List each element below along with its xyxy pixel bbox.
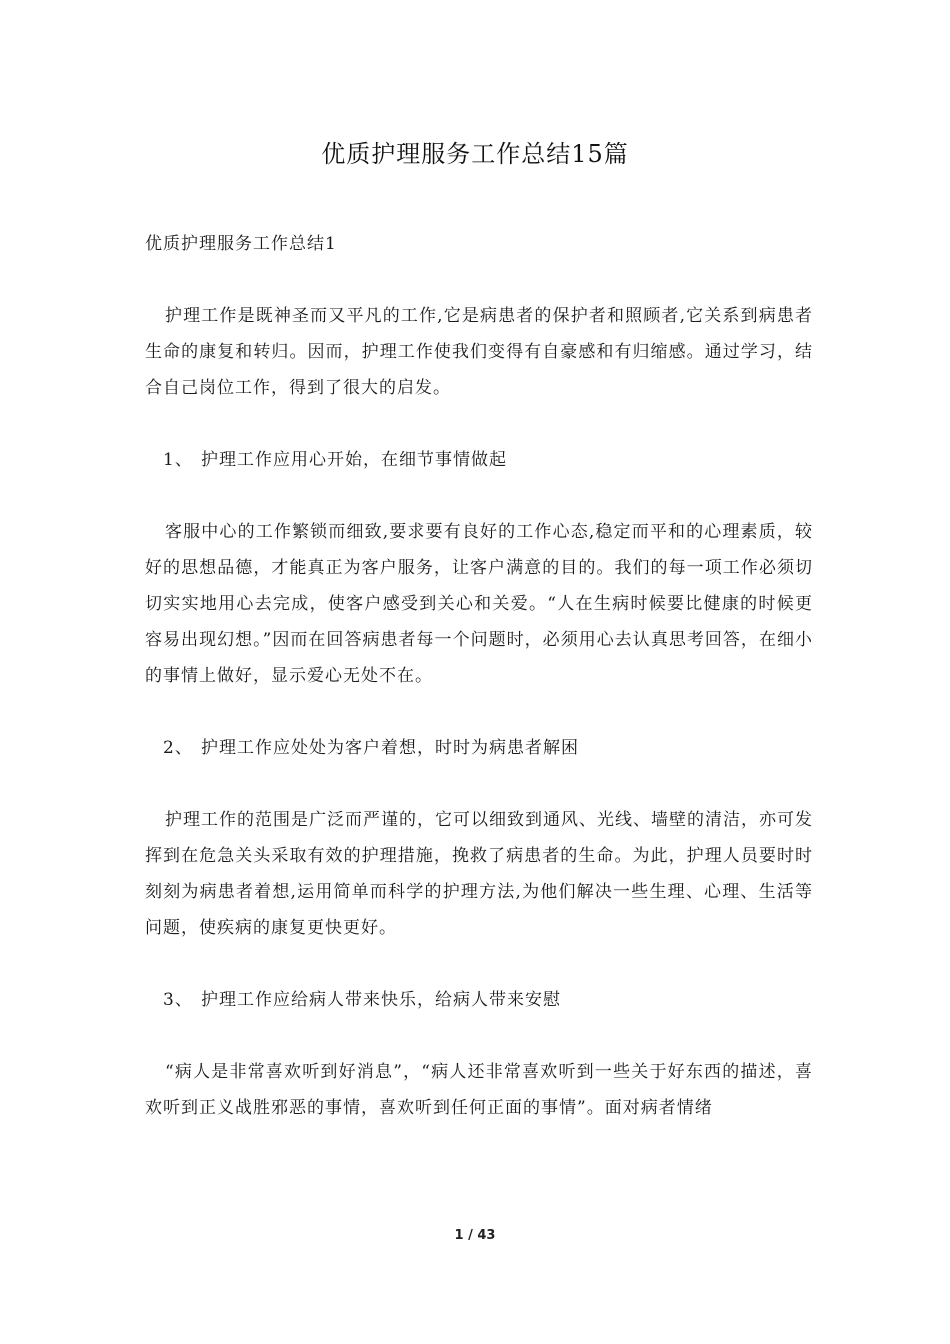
section-heading-text-1: 护理工作应用心开始，在细节事情做起 bbox=[201, 450, 507, 470]
page-number: 1 / 43 bbox=[454, 1228, 496, 1243]
section-heading-text-3: 护理工作应给病人带来快乐，给病人带来安慰 bbox=[201, 990, 561, 1010]
section-heading-1 bbox=[145, 442, 813, 478]
document-body bbox=[145, 226, 813, 1162]
intro-paragraph: 护理工作是既神圣而又平凡的工作,它是病患者的保护者和照顾者,它关系到病患者生命的康复和转归。因而，护理工作使我们变得有自豪感和有归缩感。通过学习，结合自己岗位工作，得到了很大的启发。 bbox=[145, 306, 813, 398]
section-body-2: 护理工作的范围是广泛而严谨的，它可以细致到通风、光线、墙壁的清洁，亦可发挥到在危急关头采取有效的护理措施，挽救了病患者的生命。为此，护理人员要时时刻刻为病患者着想,运用简单而科学的护理方法,为他们解决一些生理、心理、生活等问题，使疾病的康复更快更好。 bbox=[145, 810, 813, 938]
section-number-3: 3、 bbox=[163, 990, 193, 1010]
section-body-3: “病人是非常喜欢听到好消息”，“病人还非常喜欢听到一些关于好东西的描述，喜欢听到正义战胜邪恶的事情，喜欢听到任何正面的事情”。面对病者情绪 bbox=[145, 1062, 813, 1118]
section-number-1: 1、 bbox=[163, 450, 193, 470]
section-heading-3 bbox=[145, 982, 813, 1018]
section-heading-text-2: 护理工作应处处为客户着想，时时为病患者解困 bbox=[201, 738, 579, 758]
section-heading-2 bbox=[145, 730, 813, 766]
section-body-1: 客服中心的工作繁锁而细致,要求要有良好的工作心态,稳定而平和的心理素质，较好的思想品德，才能真正为客户服务，让客户满意的目的。我们的每一项工作必须切切实实地用心去完成，使客户感受到关心和关爱。“人在生病时候要比健康的时候更容易出现幻想。”因而在回答病患者每一个问题时，必须用心去认真思考回答，在细小的事情上做好，显示爱心无处不在。 bbox=[145, 522, 813, 686]
section-number-2: 2、 bbox=[163, 738, 193, 758]
section-subtitle: 优质护理服务工作总结1 bbox=[145, 234, 337, 254]
document-title: 优质护理服务工作总结15篇 bbox=[321, 140, 629, 168]
